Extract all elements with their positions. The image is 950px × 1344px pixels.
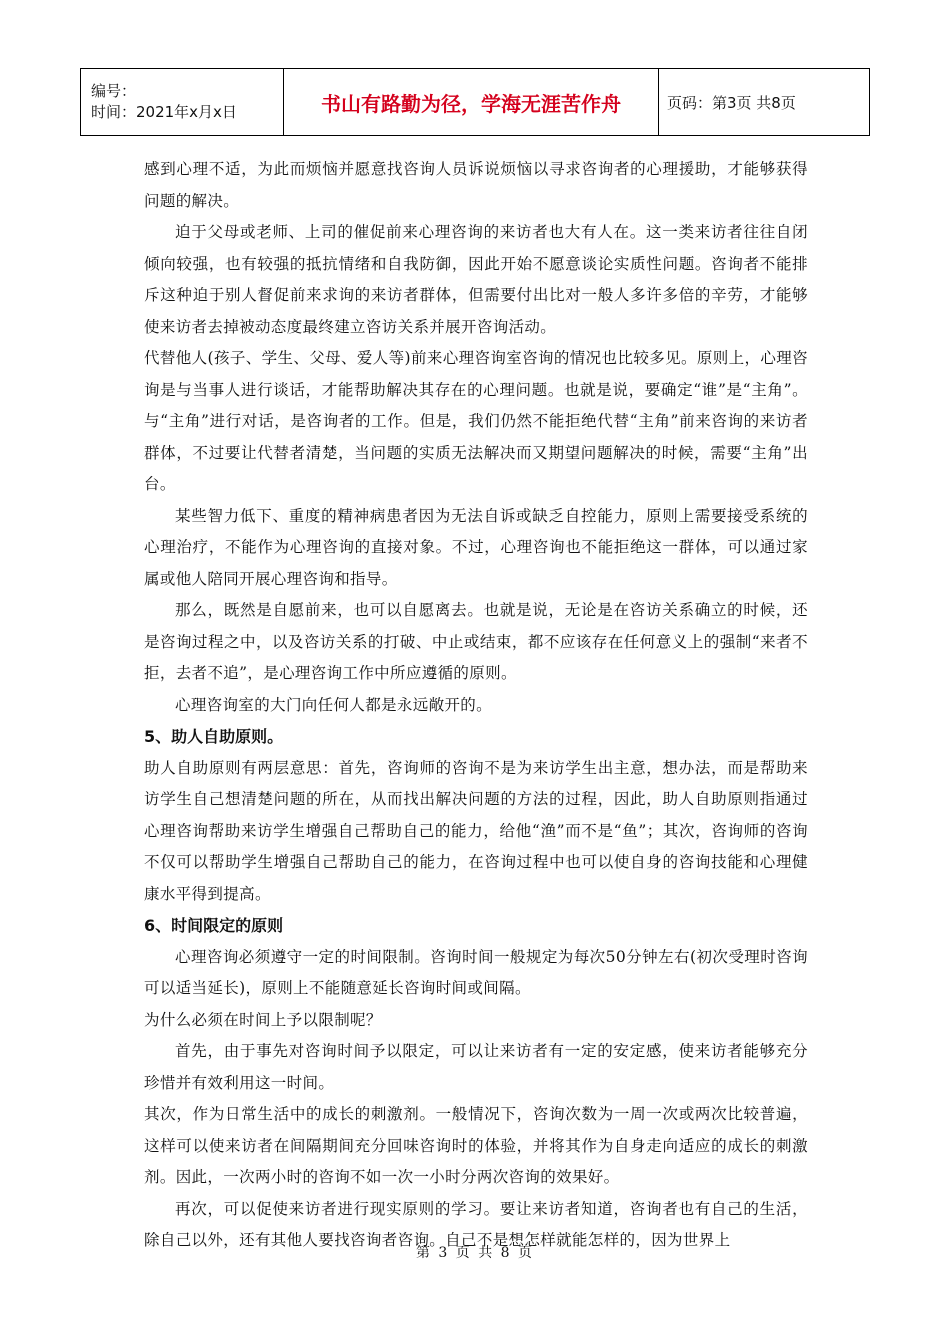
body-paragraph: 那么，既然是自愿前来，也可以自愿离去。也就是说，无论是在咨访关系确立的时候，还是咨询过程之中，以及咨访关系的打破、中止或结束，都不应该存在任何意义上的强制“来者不拒，去者不追”，是心理咨询工作中所应遵循的原则。 [144,601,808,682]
body-paragraph: 感到心理不适，为此而烦恼并愿意找咨询人员诉说烦恼以寻求咨询者的心理援助，才能够获得问题的解决。 [144,160,808,210]
body-paragraph: 心理咨询必须遵守一定的时间限制。咨询时间一般规定为每次50分钟左右(初次受理时咨询可以适当延长)，原则上不能随意延长咨询时间或间隔。 [144,947,808,997]
document-date: 时间：2021年x月x日 [91,103,237,121]
body-paragraph: 再次，可以促使来访者进行现实原则的学习。要让来访者知道，咨询者也有自己的生活，除自己以外，还有其他人要找咨询者咨询。自己不是想怎样就能怎样的，因为世界上 [144,1199,808,1249]
header-page-info: 页码：第3页 共8页 [667,93,796,112]
section-heading: 5、助人自助原则。 [144,727,284,746]
document-body [144,154,808,1257]
body-paragraph: 其次，作为日常生活中的成长的刺激剂。一般情况下，咨询次数为一周一次或两次比较普遍，这样可以使来访者在间隔期间充分回味咨询时的体验，并将其作为自身走向适应的成长的刺激剂。因此，一次两小时的咨询不如一次一小时分两次咨询的效果好。 [144,1105,808,1186]
document-number-label: 编号： [91,82,137,100]
body-paragraph: 代替他人(孩子、学生、父母、爱人等)前来心理咨询室咨询的情况也比较多见。原则上，心理咨询是与当事人进行谈话，才能帮助解决其存在的心理问题。也就是说，要确定“谁”是“主角”。与“主角”进行对话，是咨询者的工作。但是，我们仍然不能拒绝代替“主角”前来咨询的来访者群体，不过要让代替者清楚，当问题的实质无法解决而又期望问题解决的时候，需要“主角”出台。 [144,349,808,493]
header-motto-cell [284,69,659,135]
page-footer: 第 3 页 共 8 页 [415,1245,535,1261]
body-paragraph: 为什么必须在时间上予以限制呢？ [144,1010,382,1029]
body-paragraph: 某些智力低下、重度的精神病患者因为无法自诉或缺乏自控能力，原则上需要接受系统的心理治疗，不能作为心理咨询的直接对象。不过，心理咨询也不能拒绝这一群体，可以通过家属或他人陪同开展心理咨询和指导。 [144,506,808,588]
page-header [80,68,870,136]
header-motto: 书山有路勤为径，学海无涯苦作舟 [321,91,621,116]
body-paragraph: 迫于父母或老师、上司的催促前来心理咨询的来访者也大有人在。这一类来访者往往自闭倾向较强，也有较强的抵抗情绪和自我防御，因此开始不愿意谈论实质性问题。咨询者不能排斥这种迫于别人督促前来求询的来访者群体，但需要付出比对一般人多许多倍的辛劳，才能够使来访者去掉被动态度最终建立咨访关系并展开咨询活动。 [144,223,808,336]
header-meta [81,69,284,135]
body-paragraph: 首先，由于事先对咨询时间予以限定，可以让来访者有一定的安定感，使来访者能够充分珍惜并有效利用这一时间。 [144,1042,808,1092]
section-heading: 6、时间限定的原则 [144,916,284,935]
header-page-cell [659,69,869,135]
body-paragraph: 心理咨询室的大门向任何人都是永远敞开的。 [175,695,493,714]
body-paragraph: 助人自助原则有两层意思：首先，咨询师的咨询不是为来访学生出主意，想办法，而是帮助来访学生自己想清楚问题的所在，从而找出解决问题的方法的过程，因此，助人自助原则指通过心理咨询帮助来访学生增强自己帮助自己的能力，给他“渔”而不是“鱼”；其次，咨询师的咨询不仅可以帮助学生增强自己帮助自己的能力，在咨询过程中也可以使自身的咨询技能和心理健康水平得到提高。 [144,758,808,903]
